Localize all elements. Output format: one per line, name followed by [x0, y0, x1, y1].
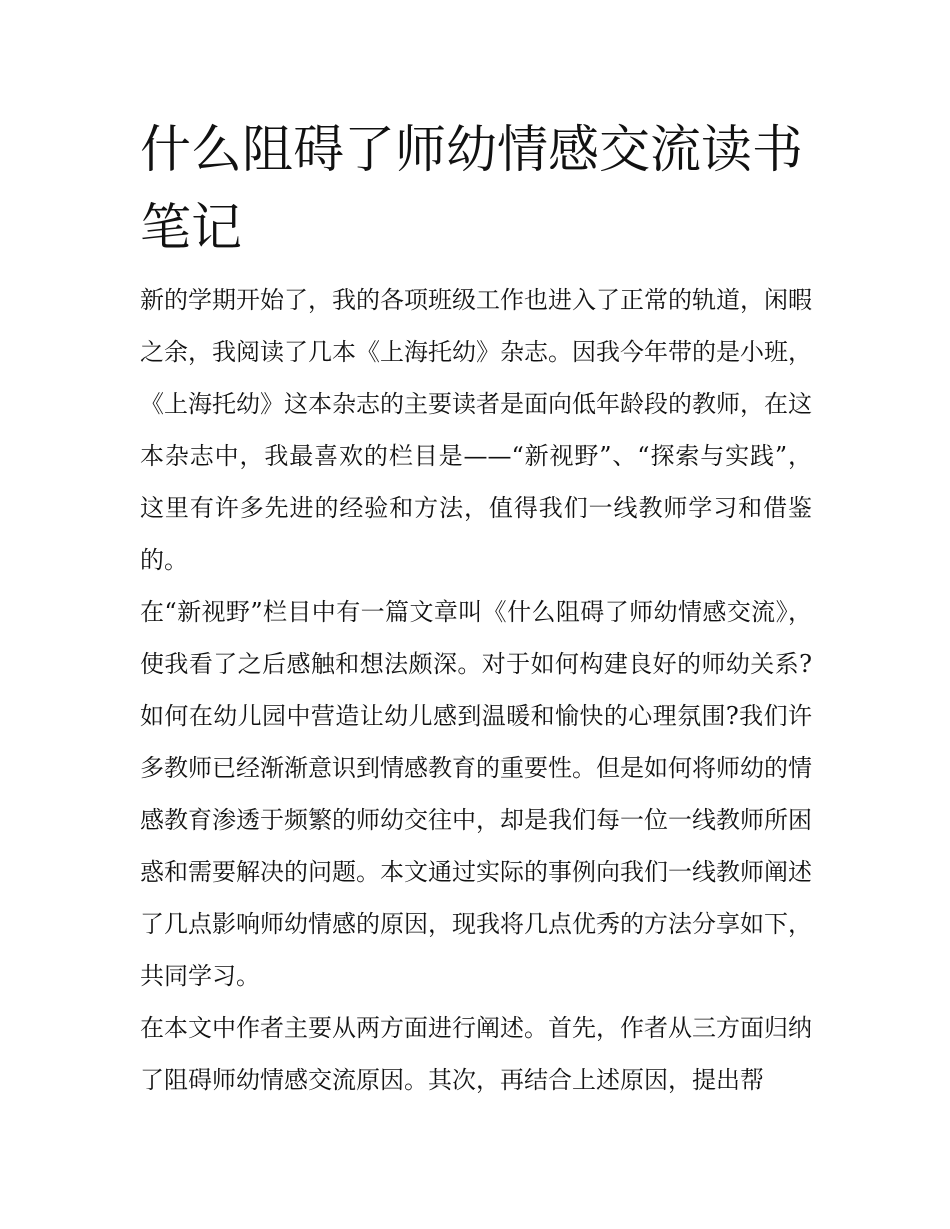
document-title: 什么阻碍了师幼情感交流读书笔记 — [140, 121, 804, 258]
document-body — [140, 274, 812, 1106]
paragraph-2: 在“新视野”栏目中有一篇文章叫《什么阻碍了师幼情感交流》，使我看了之后感触和想法颇深。对于如何构建良好的师幼关系?如何在幼儿园中营造让幼儿感到温暖和愉快的心理氛围?我们许多教师已经渐渐意识到情感教育的重要性。但是如何将师幼的情感教育渗透于频繁的师幼交往中，却是我们每一位一线教师所困惑和需要解决的问题。本文通过实际的事例向我们一线教师阐述了几点影响师幼情感的原因，现我将几点优秀的方法分享如下，共同学习。 — [140, 598, 812, 990]
paragraph-1: 新的学期开始了，我的各项班级工作也进入了正常的轨道，闲暇之余，我阅读了几本《上海托幼》杂志。因我今年带的是小班，《上海托幼》这本杂志的主要读者是面向低年龄段的教师，在这本杂志中，我最喜欢的栏目是——“新视野”、“探索与实践”，这里有许多先进的经验和方法，值得我们一线教师学习和借鉴的。 — [140, 286, 812, 574]
paragraph-3: 在本文中作者主要从两方面进行阐述。首先，作者从三方面归纳了阻碍师幼情感交流原因。其次，再结合上述原因，提出帮 — [140, 1014, 812, 1094]
